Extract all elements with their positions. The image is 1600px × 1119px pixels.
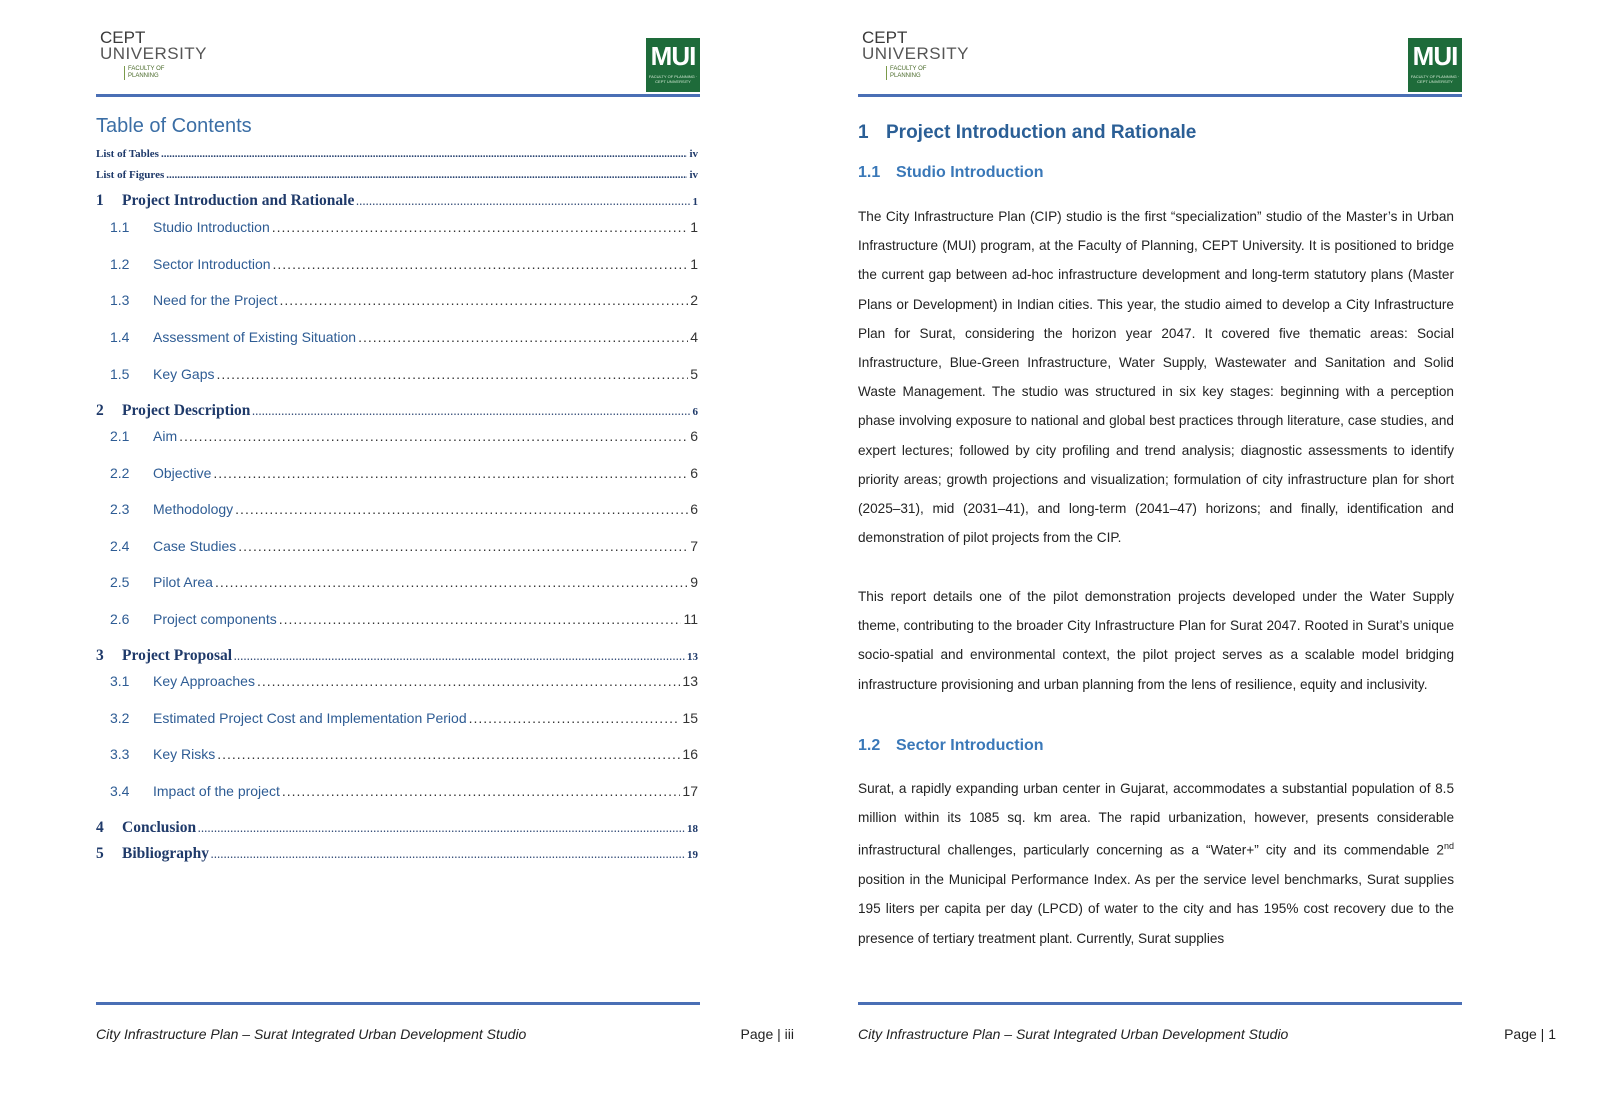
toc-entry-number: 2.1 (110, 428, 130, 444)
toc-entry-label: Conclusion (122, 819, 197, 836)
mui-logo-text: MUI (1412, 41, 1458, 71)
logo-line: FACULTY OF PLANNING (124, 66, 188, 80)
toc-entry-page: 6 (690, 428, 698, 444)
toc-entry[interactable] (96, 329, 698, 345)
footer-page-number: Page | iii (740, 1026, 794, 1042)
toc-entry-label: Project Proposal (122, 647, 233, 664)
toc-dot-leader (272, 219, 688, 235)
footer-title: City Infrastructure Plan – Surat Integrated Urban Development Studio (96, 1026, 527, 1042)
toc-entry-number: 3.4 (110, 783, 130, 799)
toc-entry-page: 1 (690, 256, 698, 272)
toc-entry-number: 1 (96, 192, 104, 209)
toc-entry-page: 6 (692, 406, 698, 418)
toc-entry-label: Bibliography (122, 845, 209, 862)
toc-entry-label: Pilot Area (153, 574, 213, 590)
toc-dot-leader (217, 746, 680, 762)
toc-entry-number: 1.3 (110, 292, 130, 308)
toc-entry-label: Studio Introduction (153, 219, 270, 235)
toc-entry-number: 2.4 (110, 538, 130, 554)
toc-dot-leader (356, 197, 690, 207)
toc-dot-leader (238, 538, 688, 554)
toc-entry[interactable] (96, 465, 698, 481)
toc-entry-page: iv (689, 169, 698, 181)
toc-dot-leader (179, 428, 688, 444)
logo-line: CEPT (862, 28, 908, 47)
toc-entry[interactable] (96, 292, 698, 308)
toc-entry[interactable] (96, 611, 698, 627)
page-header (858, 28, 1462, 96)
toc-entry-number: 3.3 (110, 746, 130, 762)
toc-entry[interactable] (96, 148, 698, 160)
toc-entry-number: 2.3 (110, 501, 130, 517)
toc-entry-page: 6 (690, 501, 698, 517)
logo-line: UNIVERSITY (100, 44, 208, 63)
toc-entry-number: 4 (96, 819, 104, 836)
toc-entry-page: 17 (682, 783, 698, 799)
toc-entry-number: 1.5 (110, 366, 130, 382)
toc-entry-label: Methodology (153, 501, 234, 517)
toc-entry-page: 4 (690, 329, 698, 345)
mui-logo-text: MUI (650, 41, 696, 71)
section-number: 1.2 (858, 737, 881, 754)
page-header (96, 28, 700, 96)
toc-entry-label: Objective (153, 465, 212, 481)
toc-entry-number: 2 (96, 402, 104, 419)
footer-rule (858, 1002, 1462, 1005)
mui-logo-subtext: FACULTY OF PLANNING · CEPT UNIVERSITY (648, 74, 698, 84)
toc-entry[interactable] (96, 538, 698, 554)
toc-entry-page: 7 (690, 538, 698, 554)
footer-page-number: Page | 1 (1504, 1026, 1556, 1042)
toc-entry[interactable] (96, 710, 698, 726)
toc-entry-page: 13 (687, 651, 698, 663)
toc-entry[interactable] (96, 673, 698, 689)
toc-entry[interactable] (96, 819, 698, 837)
paragraph-sector-intro (858, 774, 1454, 953)
toc-entry-page: 2 (690, 292, 698, 308)
paragraph-text: Surat, a rapidly expanding urban center in Gujarat, accommodates a substantial population of 8.5 million within its 1085 sq. km area. The rapid urbanization, however, presents considerable infrastructural challenges, particularly concerning as a “Water+” city and its commendable 2 (858, 781, 1454, 858)
toc-entry-number: 1.4 (110, 329, 130, 345)
toc-entry[interactable] (96, 366, 698, 382)
toc-dot-leader (282, 783, 681, 799)
toc-entry-label: Assessment of Existing Situation (153, 329, 357, 345)
toc-entry[interactable] (96, 574, 698, 590)
mui-logo (646, 38, 700, 92)
toc-dot-leader (211, 850, 685, 860)
mui-logo (1408, 38, 1462, 92)
section-number: 1.1 (858, 164, 881, 181)
toc-entry-label: List of Figures (96, 169, 165, 181)
toc-dot-leader (166, 169, 687, 181)
toc-dot-leader (257, 673, 680, 689)
toc-entry-label: Key Approaches (153, 673, 255, 689)
toc-entry-label: Need for the Project (153, 292, 278, 308)
section-heading-sector-introduction (858, 737, 1044, 755)
toc-dot-leader (252, 407, 690, 417)
toc-entry-label: Impact of the project (153, 783, 280, 799)
toc-entry-label: Project components (153, 611, 277, 627)
section-title: Studio Introduction (896, 164, 1044, 181)
footer-title: City Infrastructure Plan – Surat Integrated Urban Development Studio (858, 1026, 1289, 1042)
cept-university-logo (862, 30, 972, 80)
toc-entry-page: iv (689, 148, 698, 160)
toc-entry-number: 1.1 (110, 219, 130, 235)
paragraph-pilot-report: This report details one of the pilot demonstration projects developed under the Water Supply theme, contributing to the broader City Infrastructure Plan for Surat 2047. Rooted in Surat’s unique socio-spatial and environmental context, the pilot project serves as a scalable model bridging infrastructure provisioning and urban planning from the lens of resilience, equity and inclusivity. (858, 589, 1454, 692)
toc-entry-page: 5 (690, 366, 698, 382)
toc-dot-leader (234, 652, 685, 662)
toc-title: Table of Contents (96, 115, 252, 137)
toc-entry-page: 1 (690, 219, 698, 235)
toc-entry[interactable] (96, 783, 698, 799)
toc-entry[interactable] (96, 647, 698, 665)
toc-entry-label: List of Tables (96, 148, 159, 160)
toc-entry-number: 3 (96, 647, 104, 664)
toc-dot-leader (213, 465, 688, 481)
mui-logo-subtext: FACULTY OF PLANNING · CEPT UNIVERSITY (1410, 74, 1460, 84)
chapter-heading (858, 122, 1196, 144)
toc-entry-page: 11 (683, 611, 698, 627)
logo-line: CEPT (100, 28, 146, 47)
toc-dot-leader (469, 710, 681, 726)
page-left (96, 0, 796, 1119)
toc-dot-leader (279, 611, 682, 627)
section-title: Sector Introduction (896, 737, 1044, 754)
toc-entry-label: Project Introduction and Rationale (122, 192, 355, 209)
toc-entry-number: 2.6 (110, 611, 130, 627)
toc-entry[interactable] (96, 501, 698, 517)
toc-entry-number: 1.2 (110, 256, 130, 272)
toc-entry-label: Case Studies (153, 538, 237, 554)
toc-entry-page: 13 (682, 673, 698, 689)
toc-dot-leader (235, 501, 688, 517)
toc-entry[interactable] (96, 402, 698, 420)
toc-entry[interactable] (96, 845, 698, 863)
toc-dot-leader (216, 366, 688, 382)
toc-entry-label: Estimated Project Cost and Implementation Period (153, 710, 467, 726)
toc-dot-leader (280, 292, 689, 308)
toc-dot-leader (161, 148, 687, 160)
header-rule (858, 94, 1462, 97)
toc-entry-page: 1 (692, 196, 698, 208)
logo-line: FACULTY OF PLANNING (886, 66, 950, 80)
toc-entry-page: 15 (682, 710, 698, 726)
toc-dot-leader (273, 256, 689, 272)
page-right (858, 0, 1558, 1119)
toc-entry-number: 3.2 (110, 710, 130, 726)
superscript: nd (1443, 841, 1454, 852)
footer-rule (96, 1002, 700, 1005)
toc-entry[interactable] (96, 169, 698, 181)
toc-entry-label: Aim (153, 428, 178, 444)
toc-entry-label: Project Description (122, 402, 251, 419)
toc-entry[interactable] (96, 256, 698, 272)
toc-entry[interactable] (96, 428, 698, 444)
chapter-title: Project Introduction and Rationale (886, 122, 1197, 143)
chapter-number: 1 (858, 122, 869, 143)
logo-line: UNIVERSITY (862, 44, 970, 63)
header-rule (96, 94, 700, 97)
toc-entry-number: 2.2 (110, 465, 130, 481)
toc-entry-number: 3.1 (110, 673, 130, 689)
toc-entry[interactable] (96, 192, 698, 210)
toc-entry-page: 9 (690, 574, 698, 590)
toc-entry-number: 5 (96, 845, 104, 862)
toc-entry-page: 16 (682, 746, 698, 762)
toc-entry-label: Sector Introduction (153, 256, 271, 272)
toc-entry-label: Key Risks (153, 746, 216, 762)
toc-entry[interactable] (96, 746, 698, 762)
toc-dot-leader (358, 329, 688, 345)
cept-university-logo (100, 30, 210, 80)
toc-entry-page: 18 (687, 823, 698, 835)
toc-entry[interactable] (96, 219, 698, 235)
toc-entry-page: 19 (687, 849, 698, 861)
toc-entry-page: 6 (690, 465, 698, 481)
toc-dot-leader (215, 574, 688, 590)
toc-entry-number: 2.5 (110, 574, 130, 590)
toc-entry-label: Key Gaps (153, 366, 215, 382)
toc-dot-leader (198, 824, 685, 834)
section-heading-studio-introduction (858, 164, 1044, 182)
paragraph-text: position in the Municipal Performance Index. As per the service level benchmarks, Surat supplies 195 liters per capita per day (LPCD) of water to the city and has 195% cost recovery due to the presence of tertiary treatment plant. Currently, Surat supplies (858, 872, 1454, 946)
paragraph-studio-intro: The City Infrastructure Plan (CIP) studio is the first “specialization” studio of the Master’s in Urban Infrastructure (MUI) program, at the Faculty of Planning, CEPT University. It is positioned to bridge the current gap between ad-hoc infrastructure development and long-term statutory plans (Master Plans or Development) in Indian cities. This year, the studio aimed to develop a City Infrastructure Plan for Surat, considering the horizon year 2047. It covered five thematic areas: Social Infrastructure, Blue-Green Infrastructure, Water Supply, Wastewater and Sanitation and Solid Waste Management. The studio was structured in six key stages: beginning with a perception phase involving exposure to national and global best practices through literature, case studies, and expert lectures; followed by city profiling and trend analysis; diagnostic assessments to identify priority areas; growth projections and visualization; formulation of city infrastructure plan for short (2025–31), mid (2031–41), and long-term (2041–47) horizons; and finally, identification and demonstration of pilot projects from the CIP. (858, 209, 1454, 546)
